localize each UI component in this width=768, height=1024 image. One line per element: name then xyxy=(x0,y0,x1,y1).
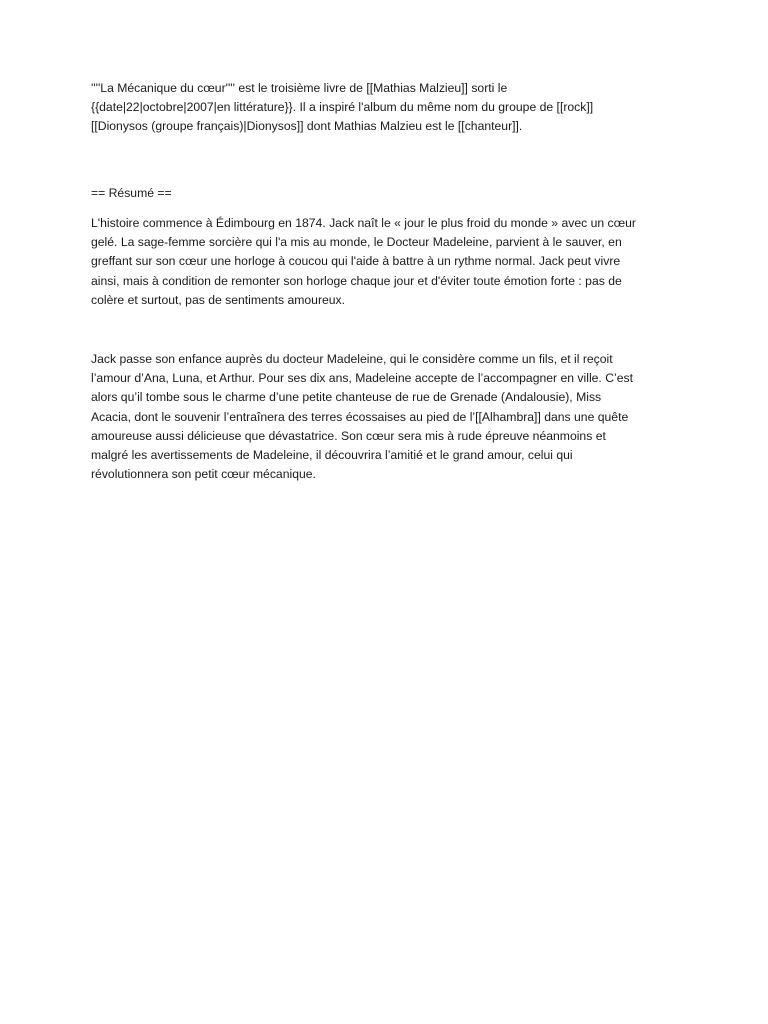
summary-line: alors qu’il tombe sous le charme d’une petite chanteuse de rue de Grenade (Andalousie), Miss xyxy=(91,390,602,405)
summary-line: greffant sur son cœur une horloge à coucou qui l'aide à battre à un rythme normal. Jack peut vivre xyxy=(91,254,621,269)
summary-paragraph-1 xyxy=(91,214,681,310)
summary-line: Acacia, dont le souvenir l’entraînera des terres écossaises au pied de l’[[Alhambra]] dans une quête xyxy=(91,409,629,424)
intro-line: {{date|22|octobre|2007|en littérature}}. Il a inspiré l'album du même nom du groupe de [[rock]] xyxy=(91,100,594,115)
section-heading xyxy=(91,184,681,203)
summary-line: amoureuse aussi délicieuse que dévastatrice. Son cœur sera mis à rude épreuve néanmoins et xyxy=(91,428,606,443)
summary-line: L'histoire commence à Édimbourg en 1874. Jack naît le « jour le plus froid du monde » avec un cœur xyxy=(91,216,636,230)
intro-paragraph xyxy=(91,79,681,137)
summary-line: gelé. La sage-femme sorcière qui l'a mis au monde, le Docteur Madeleine, parvient à le sauver, en xyxy=(91,235,622,250)
summary-line: Jack passe son enfance auprès du docteur Madeleine, qui le considère comme un fils, et il reçoit xyxy=(91,352,613,366)
summary-line: l’amour d’Ana, Luna, et Arthur. Pour ses dix ans, Madeleine accepte de l’accompagner en ville. C’est xyxy=(91,371,633,386)
summary-paragraph-2 xyxy=(91,350,681,484)
section-heading-text: == Résumé == xyxy=(91,186,172,200)
intro-line: [[Dionysos (groupe français)|Dionysos]] dont Mathias Malzieu est le [[chanteur]]. xyxy=(91,119,523,134)
summary-line: ainsi, mais à condition de remonter son horloge chaque jour et d'éviter toute émotion forte : pas de xyxy=(91,273,622,288)
intro-line: ''''La Mécanique du cœur'''' est le troisième livre de [[Mathias Malzieu]] sorti le xyxy=(91,81,508,95)
summary-line: colère et surtout, pas de sentiments amoureux. xyxy=(91,292,346,307)
summary-line: révolutionnera son petit cœur mécanique. xyxy=(91,467,316,482)
summary-line: malgré les avertissements de Madeleine, il découvrira l’amitié et le grand amour, celui qui xyxy=(91,448,573,463)
